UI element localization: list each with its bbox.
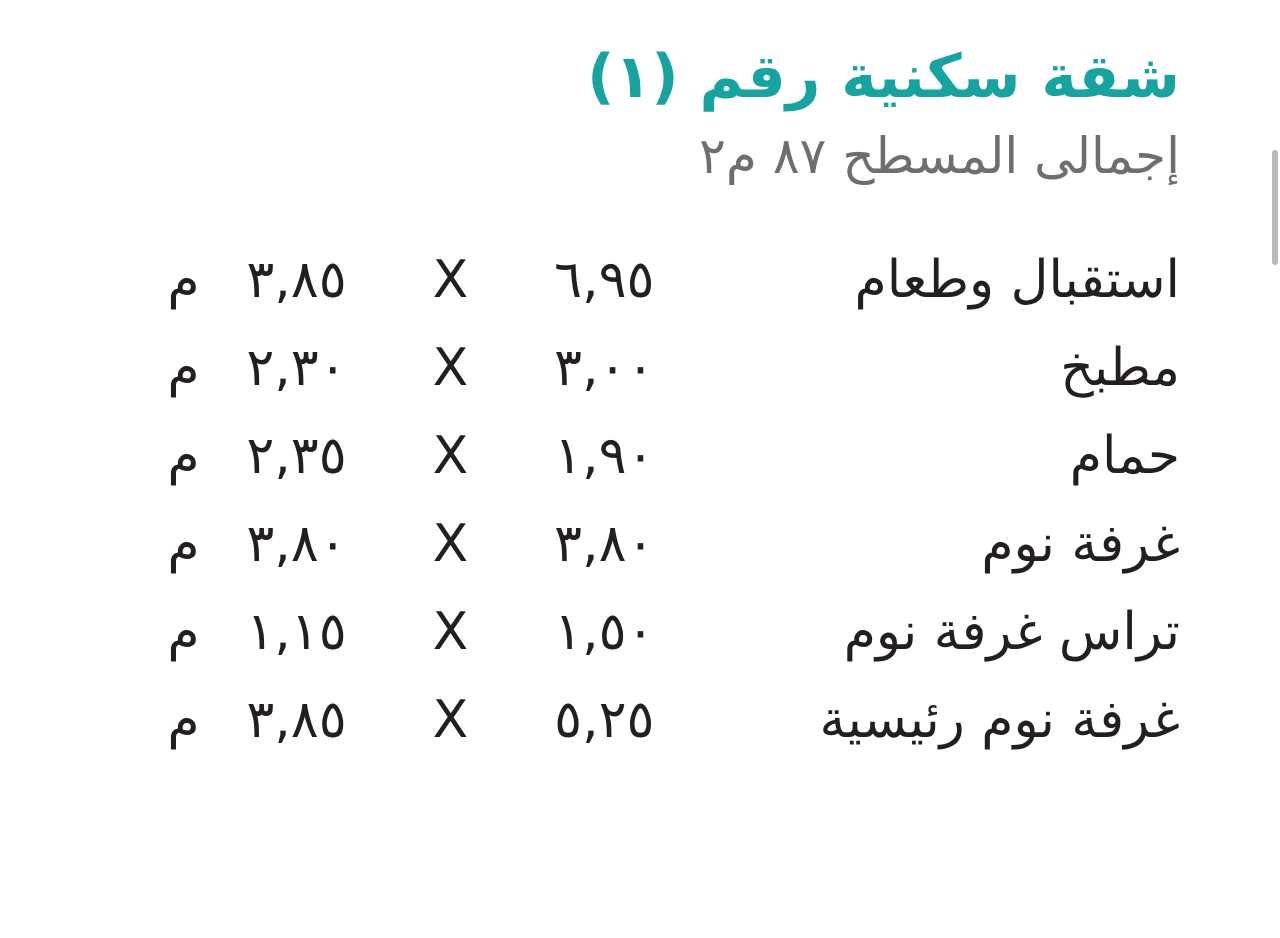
table-row (40, 237, 1180, 325)
room-unit: م (167, 250, 200, 311)
room-length: ١,٥٠ (554, 602, 655, 663)
table-row (40, 589, 1180, 677)
page-title: شقة سكنية رقم (١) (587, 42, 1180, 112)
table-row (40, 413, 1180, 501)
multiply-symbol: X (432, 426, 469, 487)
rooms-table-body (40, 237, 1180, 765)
room-length: ٣,٠٠ (554, 338, 655, 399)
multiply-symbol: X (432, 514, 469, 575)
room-width: ١,١٥ (246, 602, 347, 663)
room-width: ٣,٨٥ (246, 250, 347, 311)
room-name: استقبال وطعام (854, 250, 1180, 311)
room-width: ٢,٣٠ (246, 338, 347, 399)
room-name: مطبخ (1060, 338, 1180, 399)
room-unit: م (167, 602, 200, 663)
room-unit: م (167, 426, 200, 487)
multiply-symbol: X (432, 250, 469, 311)
room-width: ٢,٣٥ (246, 426, 347, 487)
multiply-symbol: X (432, 690, 469, 751)
room-width: ٣,٨٠ (246, 514, 347, 575)
room-name: تراس غرفة نوم (843, 602, 1180, 663)
room-name: حمام (1069, 426, 1180, 487)
room-unit: م (167, 690, 200, 751)
room-length: ٣,٨٠ (554, 514, 655, 575)
room-unit: م (167, 514, 200, 575)
scrollbar-thumb[interactable] (1272, 150, 1278, 265)
table-row (40, 325, 1180, 413)
vertical-scrollbar[interactable] (1270, 0, 1280, 938)
room-width: ٣,٨٥ (246, 690, 347, 751)
room-length: ٥,٢٥ (554, 690, 655, 751)
multiply-symbol: X (432, 602, 469, 663)
room-name: غرفة نوم رئيسية (819, 690, 1180, 751)
room-length: ٦,٩٥ (554, 250, 655, 311)
total-area-label: إجمالى المسطح ٨٧ م٢ (698, 127, 1180, 185)
multiply-symbol: X (432, 338, 469, 399)
room-name: غرفة نوم (981, 514, 1180, 575)
table-row (40, 677, 1180, 765)
room-unit: م (167, 338, 200, 399)
table-row (40, 501, 1180, 589)
rooms-table (40, 237, 1180, 765)
room-length: ١,٩٠ (554, 426, 655, 487)
